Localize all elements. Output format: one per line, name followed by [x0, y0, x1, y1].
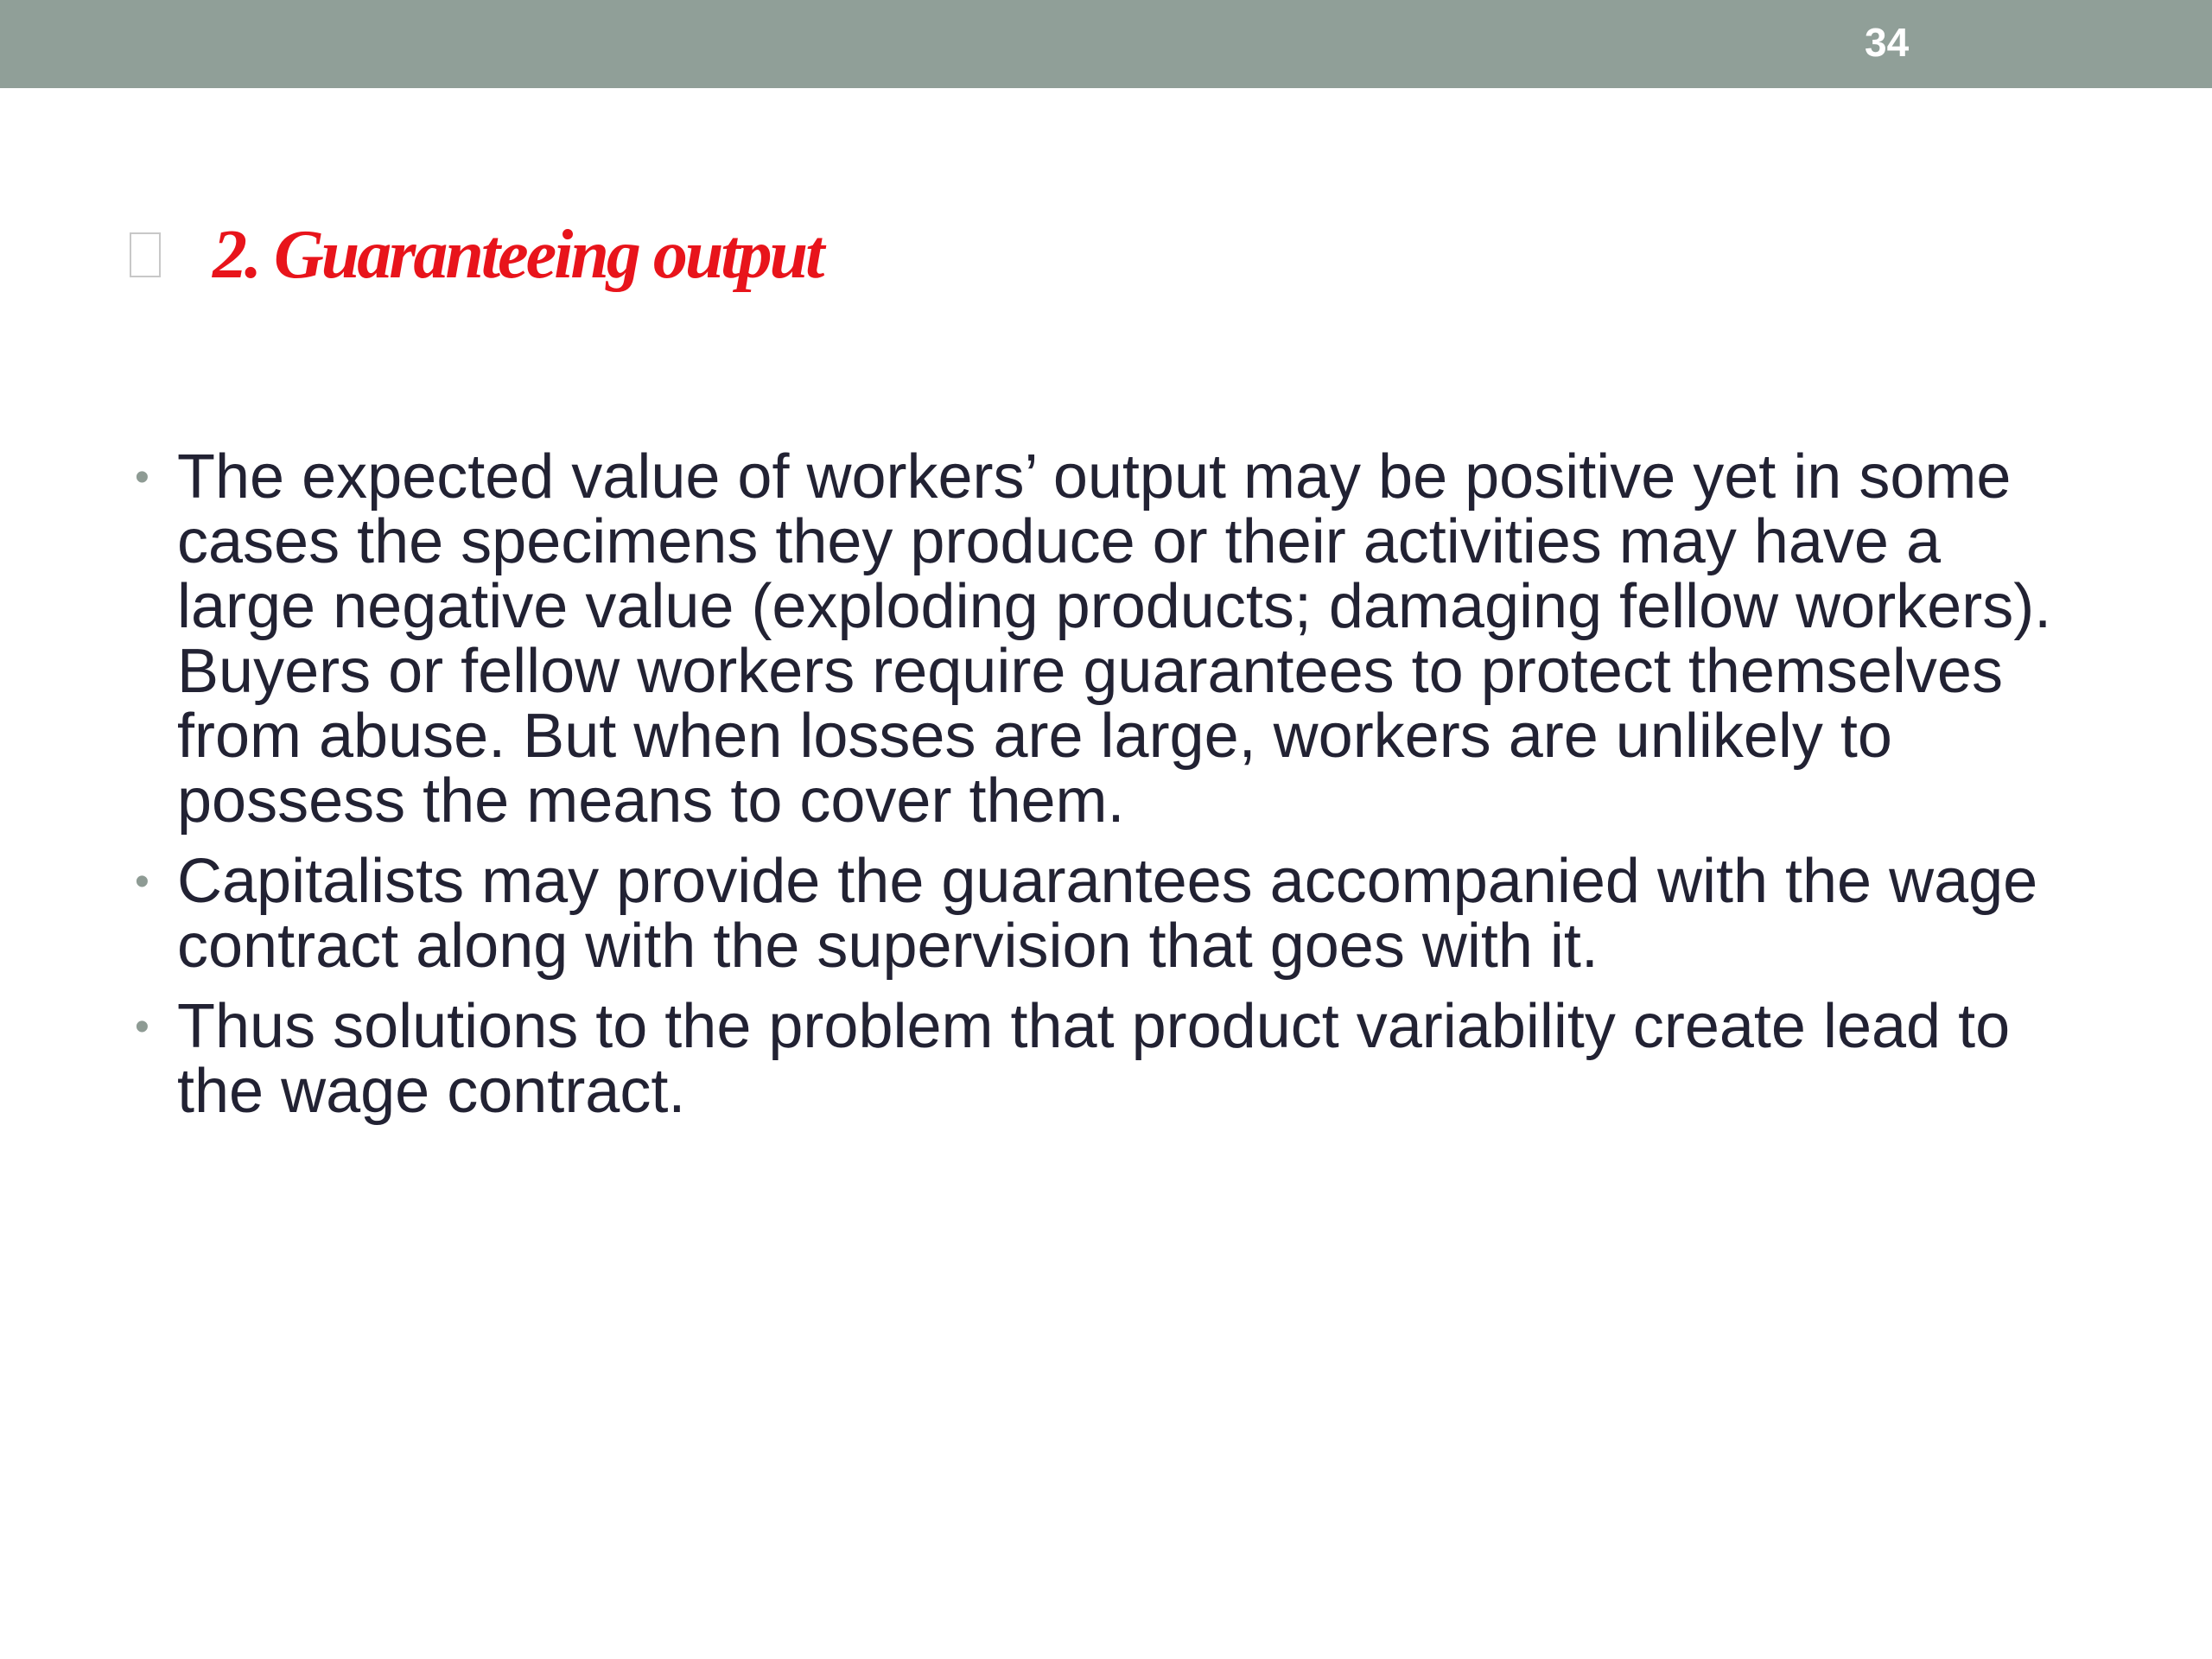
slide-number: 34 — [1865, 20, 1910, 65]
bullet-dot-icon: • — [135, 454, 149, 500]
bullet-list — [130, 442, 2074, 1140]
bullet-item — [130, 849, 2074, 979]
bullet-item — [130, 992, 2074, 1126]
checkbox-bullet-icon — [130, 232, 161, 277]
slide-heading: 2. Guaranteeing output — [213, 216, 823, 293]
bullet-item — [130, 442, 2074, 836]
bullet-dot-icon: • — [135, 859, 149, 905]
heading-row — [130, 207, 822, 302]
bullet-text: The expected value of workers’ output may be positive yet in some cases the specimens they produce or their activities may have a large negative value (exploding products; damaging fellow workers). Buyers or fellow workers require guarantees to protect themselves from abuse. But when losses are large, workers are unlikely to possess the means to cover them. — [177, 442, 2052, 836]
bullet-dot-icon: • — [135, 1004, 149, 1050]
bullet-text: Thus solutions to the problem that product variability create lead to the wage contract. — [177, 992, 2011, 1126]
top-bar — [0, 0, 2212, 88]
bullet-text: Capitalists may provide the guarantees accompanied with the wage contract along with the supervision that goes with it. — [177, 847, 2038, 981]
